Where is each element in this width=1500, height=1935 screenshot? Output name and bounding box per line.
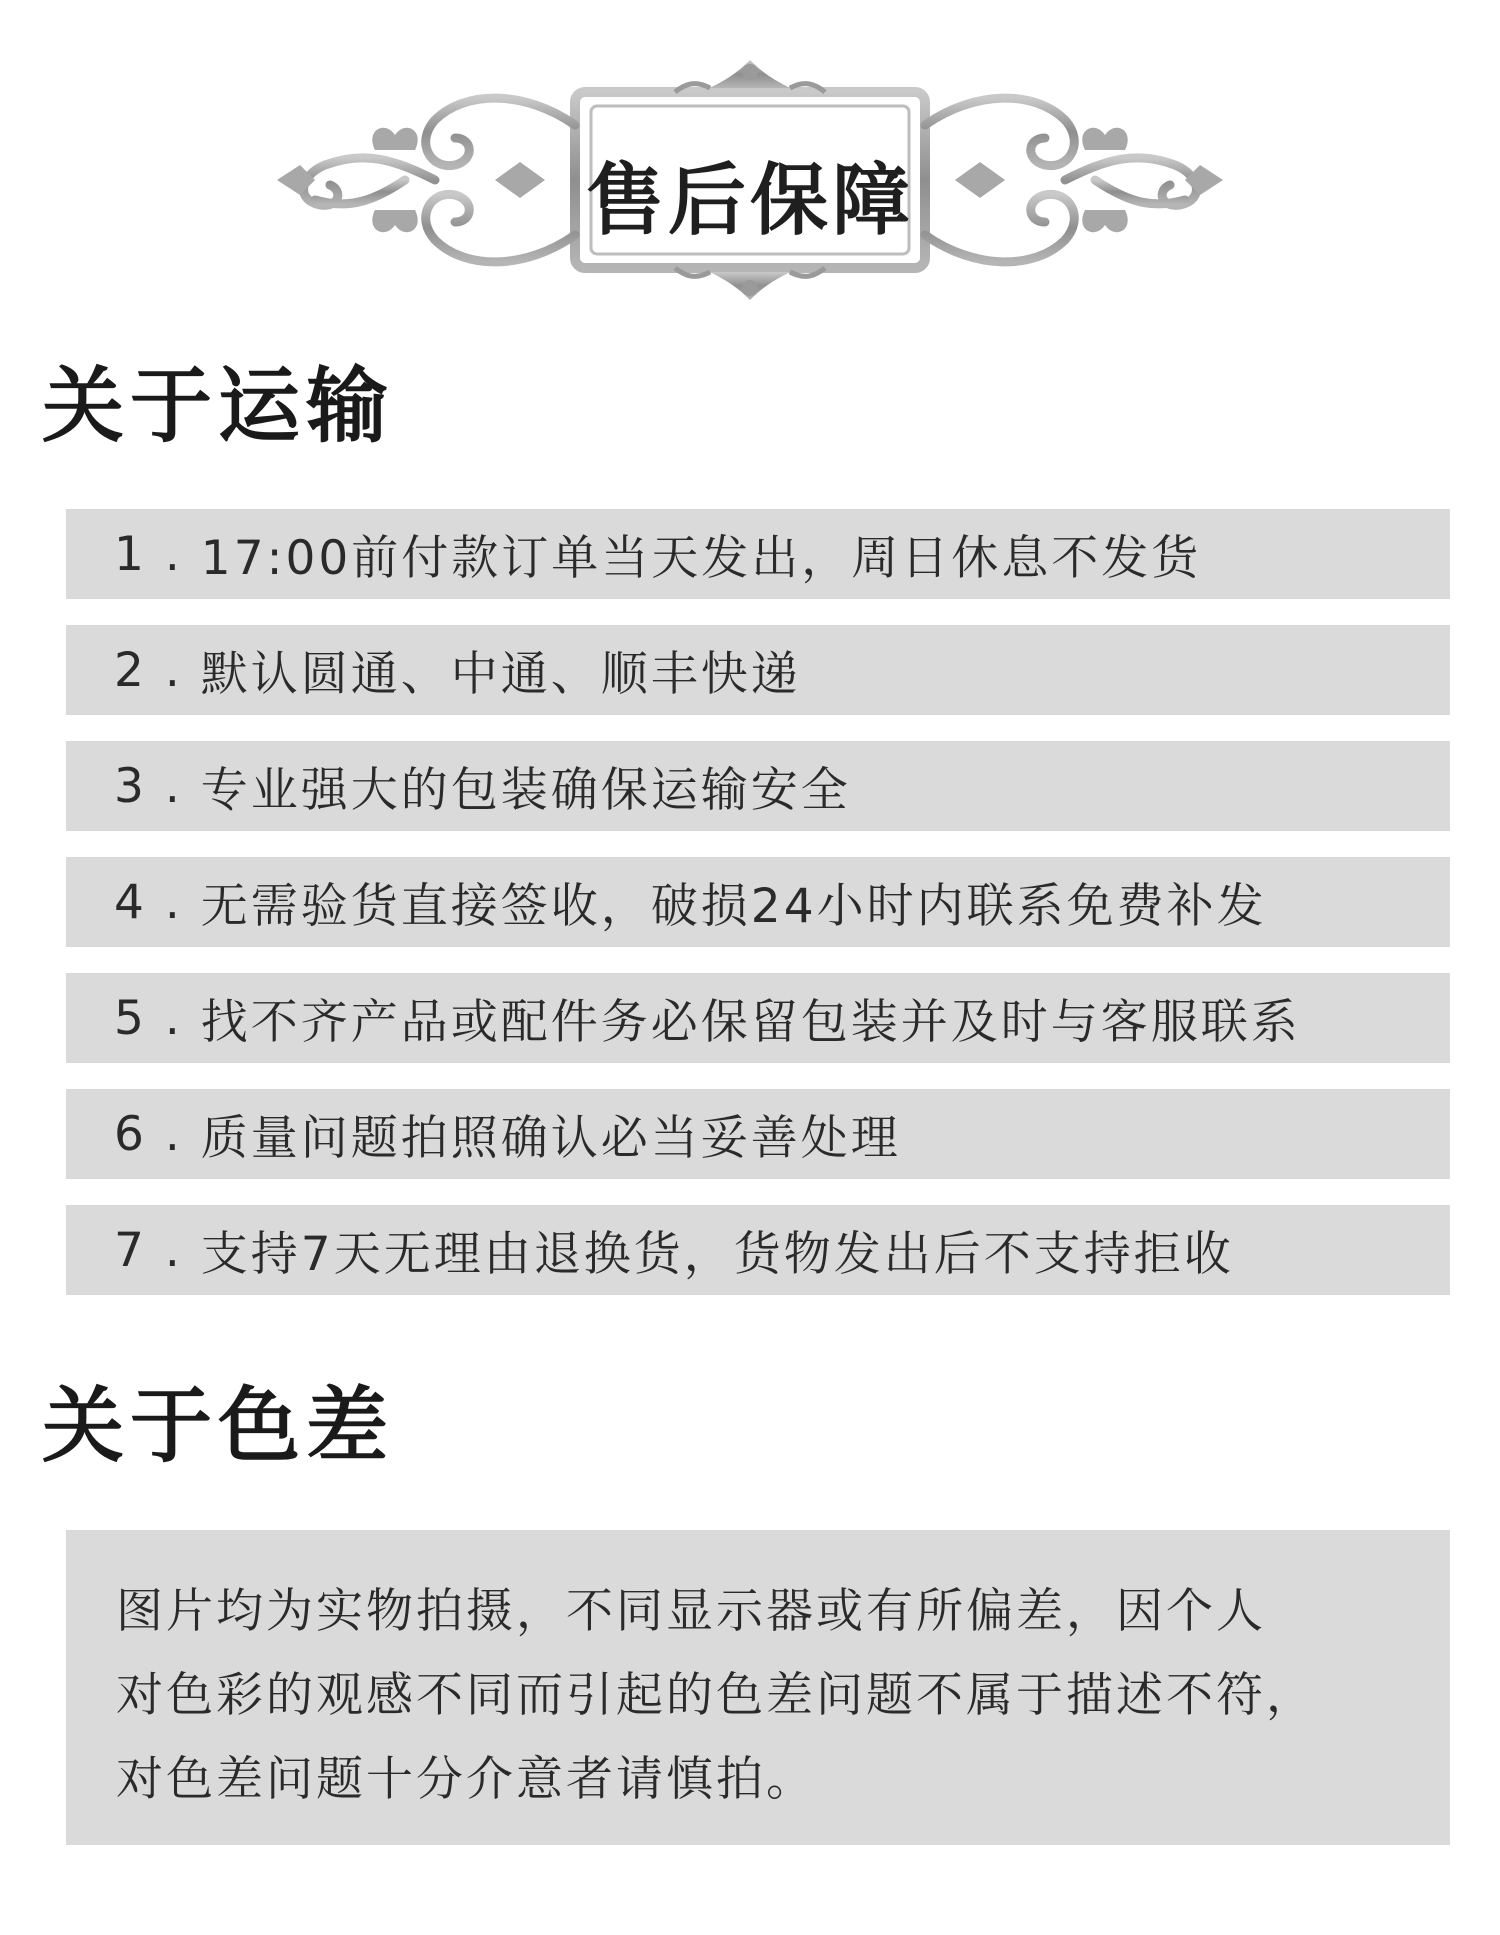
rule-text: 17:00前付款订单当天发出，周日休息不发货 <box>200 530 1202 586</box>
color-difference-heading: 关于色差 <box>42 1378 395 1474</box>
rule-number: 7 . <box>114 1222 183 1278</box>
rule-text: 质量问题拍照确认必当妥善处理 <box>200 1110 901 1166</box>
color-difference-notice <box>66 1530 1450 1845</box>
rule-number: 6 . <box>114 1106 183 1162</box>
rule-text: 默认圆通、中通、顺丰快递 <box>200 646 801 702</box>
rule-text: 找不齐产品或配件务必保留包装并及时与客服联系 <box>200 994 1301 1050</box>
shipping-heading: 关于运输 <box>42 358 395 454</box>
shipping-rule-7 <box>66 1205 1450 1295</box>
rule-number: 1 . <box>114 526 183 582</box>
notice-line: 图片均为实物拍摄，不同显示器或有所偏差，因个人 <box>116 1584 1266 1639</box>
notice-line: 对色彩的观感不同而引起的色差问题不属于描述不符， <box>116 1668 1316 1723</box>
shipping-rule-2 <box>66 625 1450 715</box>
rule-text: 专业强大的包装确保运输安全 <box>200 762 851 818</box>
banner <box>255 50 1245 310</box>
page-title: 售后保障 <box>585 156 914 246</box>
shipping-rule-1 <box>66 509 1450 599</box>
rule-number: 3 . <box>114 758 183 814</box>
rule-number: 5 . <box>114 990 183 1046</box>
shipping-rules-list <box>66 509 1450 1321</box>
rule-text: 无需验货直接签收，破损24小时内联系免费补发 <box>200 878 1267 934</box>
shipping-rule-6 <box>66 1089 1450 1179</box>
rule-number: 4 . <box>114 874 183 930</box>
rule-number: 2 . <box>114 642 183 698</box>
shipping-rule-5 <box>66 973 1450 1063</box>
shipping-rule-4 <box>66 857 1450 947</box>
shipping-rule-3 <box>66 741 1450 831</box>
rule-text: 支持7天无理由退换货，货物发出后不支持拒收 <box>200 1226 1234 1282</box>
notice-line: 对色差问题十分介意者请慎拍。 <box>116 1752 816 1807</box>
